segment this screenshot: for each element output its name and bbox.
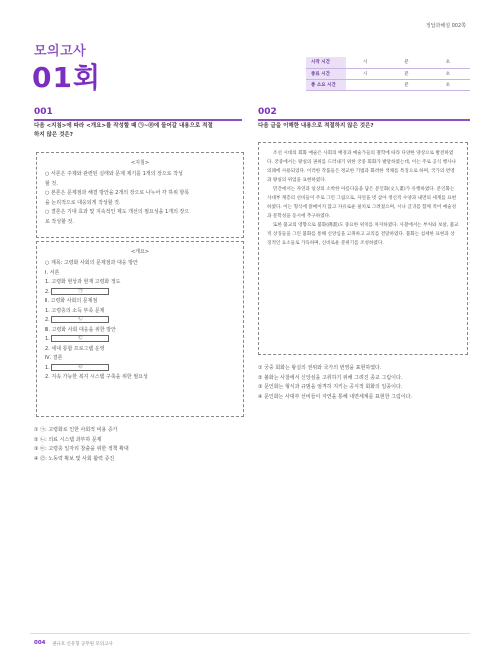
blank-slot: ㉠ bbox=[51, 288, 109, 295]
question-prompt bbox=[34, 122, 244, 140]
exam-number: 01회 bbox=[32, 61, 102, 94]
outline-item: 2. ㉡ bbox=[45, 316, 235, 326]
time-row-total bbox=[306, 79, 470, 90]
question-number: 001 bbox=[34, 107, 53, 117]
time-unit-hour: 시 bbox=[346, 68, 387, 79]
time-row-start bbox=[306, 57, 470, 68]
time-unit-second: 초 bbox=[429, 68, 470, 79]
guideline-title: <지침> bbox=[130, 160, 150, 166]
page-number: 004 bbox=[34, 640, 46, 646]
answer-option[interactable]: ③ ㉢: 고령층 일자리 창출을 위한 정책 확대 bbox=[34, 446, 129, 452]
time-unit-second: 초 bbox=[429, 79, 470, 90]
outline-title: <개요> bbox=[130, 249, 150, 255]
time-unit-minute: 분 bbox=[387, 79, 428, 90]
prompt-line: 하지 않은 것은? bbox=[34, 132, 73, 138]
passage-paragraph: 조선 시대의 회화 예술은 사회의 배경과 예술가들의 철학에 따라 다양한 양상으로 발전하였다. 궁중에서는 왕실의 권위를 드러내기 위한 궁중 회화가 발달하였는데, 이는 주로 공식 행사나 의례에 사용되었다. 이러한 작품들은 정교한 기법과 화려한 색채를 특징으로 하며, 국가의 번영과 왕실의 위엄을 표현하였다. bbox=[267, 151, 457, 183]
guideline-line: 을 논리적으로 대응되게 작성할 것. bbox=[45, 199, 121, 206]
answer-option[interactable]: ③ 문인화는 형식과 규범을 엄격히 지키는 공식적 회화의 일종이다. bbox=[258, 384, 403, 390]
guideline-line: ○ 본론은 문제점과 해결 방안을 2개의 장으로 나누어 각 하위 항목 bbox=[45, 190, 190, 196]
outline-item: Ⅳ. 결론 bbox=[45, 355, 63, 361]
reading-passage bbox=[258, 142, 468, 355]
blank-slot: ㉣ bbox=[51, 364, 109, 371]
time-unit-minute: 분 bbox=[387, 68, 428, 79]
answer-reference: 정답과해설 002쪽 bbox=[425, 23, 466, 29]
prompt-line: 다음 <지침>에 따라 <개요>를 작성할 때 ㉠~㉣에 들어갈 내용으로 적절 bbox=[34, 123, 213, 129]
time-label: 시작 시간 bbox=[306, 57, 346, 68]
time-record-table bbox=[306, 57, 470, 91]
passage-paragraph: 민간에서는 자연과 일상의 소박한 아름다움을 담은 문인화(文人畫)가 유행하였다. 문인화는 사대부 계층의 선비들이 주로 그린 그림으로, 자연을 벗 삼아 정신적 수양과 내면의 세계를 표현하였다. 이는 형식에 얽매이지 않고 자유로운 필치로 그려졌으며, 시나 글귀를 함께 적어 예술성과 문학성을 동시에 추구하였다. bbox=[267, 187, 457, 219]
question-divider bbox=[258, 119, 470, 121]
blank-slot: ㉢ bbox=[51, 335, 109, 342]
time-row-end bbox=[306, 68, 470, 79]
outline-item: 1. 고령층의 소득 부족 문제 bbox=[45, 307, 105, 314]
outline-item: 2. ㉠ bbox=[45, 288, 235, 298]
time-unit-hour bbox=[346, 79, 387, 90]
guideline-line: ○ 서론은 주제와 관련된 실태와 문제 제기를 1개의 장으로 작성 bbox=[45, 171, 183, 177]
passage-paragraph: 또한 불교의 영향으로 불화(佛畫)도 중요한 위치를 차지하였다. 사찰에서는 부처와 보살, 불교적 상징들을 그린 불화를 통해 신앙심을 고취하고 교리를 전달하였다. 불화는 섬세한 표현과 상징적인 요소들로 가득하며, 신비로운 분위기를 조성하였다. bbox=[267, 223, 459, 246]
answer-options-1 bbox=[34, 426, 129, 464]
outline-item: 1. ㉢ bbox=[45, 335, 235, 345]
answer-option[interactable]: ② ㉡: 의료 시스템 과부하 문제 bbox=[34, 436, 102, 443]
outline-item: Ⅲ. 고령화 사회 대응을 위한 방안 bbox=[45, 326, 116, 333]
guideline-line: 로 작성할 것. bbox=[45, 218, 74, 225]
footer-title: 권규호 신유형 공무원 모의고사 bbox=[52, 642, 113, 647]
outline-item: Ⅰ. 서론 bbox=[45, 269, 60, 276]
question-divider bbox=[34, 119, 242, 121]
time-label: 종료 시간 bbox=[306, 68, 346, 79]
guideline-line: ○ 결론은 기대 효과 및 지속적인 제도 개선의 필요성을 1개의 장으 bbox=[45, 209, 190, 215]
outline-box bbox=[36, 241, 244, 417]
time-label: 총 소요 시간 bbox=[306, 79, 346, 90]
answer-option[interactable]: ① 궁중 회화는 왕실의 권위와 국가의 번영을 표현하였다. bbox=[258, 365, 382, 371]
guideline-box bbox=[36, 152, 244, 238]
exam-label: 모의고사 bbox=[34, 44, 87, 59]
time-unit-minute: 분 bbox=[387, 57, 428, 68]
time-unit-hour: 시 bbox=[346, 57, 387, 68]
question-prompt: 다음 글을 이해한 내용으로 적절하지 않은 것은? bbox=[258, 123, 374, 129]
outline-item: 2. 지속 가능한 복지 시스템 구축을 위한 필요성 bbox=[45, 374, 148, 380]
answer-options-2 bbox=[258, 364, 412, 402]
answer-option[interactable]: ④ ㉣: 노동력 확보 및 사회 활력 증진 bbox=[34, 455, 115, 462]
outline-item: 2. 세대 통합 프로그램 운영 bbox=[45, 345, 105, 352]
blank-slot: ㉡ bbox=[51, 316, 109, 323]
answer-option[interactable]: ② 불화는 사찰에서 신앙심을 고취하기 위해 그려진 종교 그림이다. bbox=[258, 374, 403, 381]
outline-item: 1. ㉣ bbox=[45, 364, 235, 374]
guideline-line: 할 것. bbox=[45, 180, 58, 187]
answer-option[interactable]: ④ 문인화는 사대부 선비들이 자연을 통해 내면세계를 표현한 그림이다. bbox=[258, 393, 413, 400]
outline-item: Ⅱ. 고령화 사회의 문제점 bbox=[45, 298, 98, 304]
outline-topic: ○ 제목: 고령화 사회의 문제점과 대응 방안 bbox=[45, 260, 138, 266]
time-unit-second: 초 bbox=[429, 57, 470, 68]
footer-divider bbox=[30, 633, 470, 634]
question-number: 002 bbox=[258, 107, 277, 117]
outline-item: 1. 고령화 현상과 현재 고령화 정도 bbox=[45, 279, 121, 285]
answer-option[interactable]: ① ㉠: 고령화로 인한 사회적 비용 증가 bbox=[34, 427, 118, 433]
